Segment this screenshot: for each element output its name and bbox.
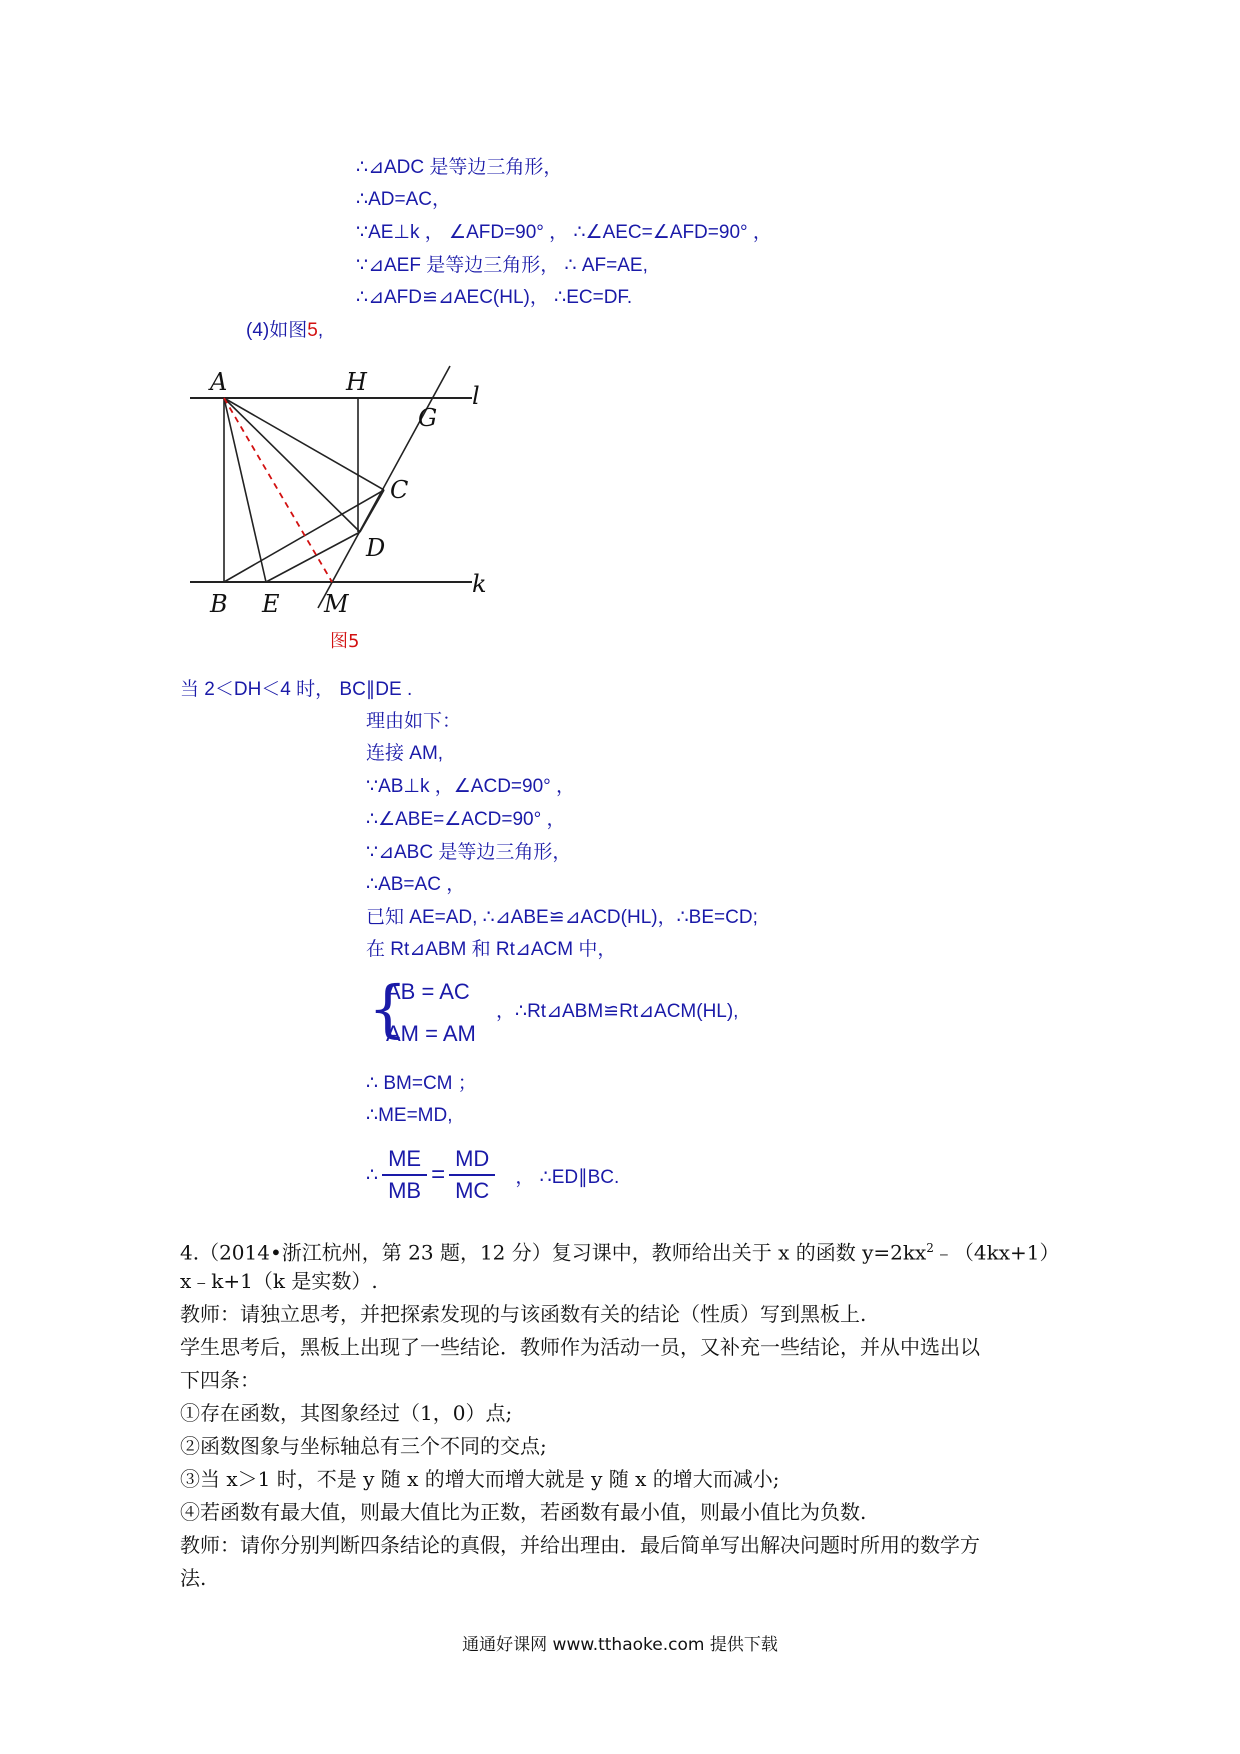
- condition-line: 当 2＜DH＜4 时， BC∥DE .: [180, 679, 413, 700]
- problem4-item-1: ①存在函数，其图象经过（1，0）点;: [180, 1401, 513, 1425]
- part4-heading: [246, 315, 323, 347]
- proof4-line-5: ∵⊿ABC 是等边三角形，: [366, 842, 572, 863]
- label-g: G: [418, 404, 438, 432]
- part4-prefix: (4)如图: [246, 320, 308, 341]
- label-k: k: [472, 570, 487, 598]
- label-b: B: [210, 590, 228, 618]
- problem4-line-1a: 4.（2014•浙江杭州，第 23 题，12 分）复习课中，教师给出关于 x 的函数 y=2kx: [180, 1240, 927, 1265]
- problem4-line-3: 教师：请独立思考，并把探索发现的与该函数有关的结论（性质）写到黑板上.: [180, 1302, 867, 1326]
- proof3-line-4: ∵⊿AEF 是等边三角形， ∴ AF=AE,: [356, 255, 648, 276]
- label-e: E: [262, 590, 280, 618]
- problem4-item-3: ③当 x＞1 时，不是 y 随 x 的增大而增大就是 y 随 x 的增大而减小;: [180, 1467, 780, 1491]
- proof4-line-1: 理由如下：: [366, 711, 462, 732]
- label-a: A: [210, 368, 228, 396]
- equation-system: [368, 972, 848, 1056]
- proof4-line-7: 已知 AE=AD, ∴⊿ABE≌⊿ACD(HL)，∴BE=CD;: [366, 907, 758, 928]
- problem4-line-1: [180, 1232, 1060, 1269]
- fraction-result: ， ∴ED∥BC.: [515, 1166, 620, 1188]
- page-footer: 通通好课网 www.tthaoke.com 提供下载: [462, 1635, 778, 1655]
- therefore-symbol: ∴: [366, 1164, 379, 1186]
- problem4-line-4: 学生思考后，黑板上出现了一些结论．教师作为活动一员，又补充一些结论，并从中选出以: [180, 1335, 980, 1359]
- proof3-line-3: ∵AE⊥k ， ∠AFD=90° ， ∴∠AEC=∠AFD=90° ，: [356, 222, 772, 243]
- equals-sign: =: [431, 1161, 446, 1188]
- system-eq-2: AM = AM: [386, 1021, 476, 1046]
- label-d: D: [366, 534, 386, 562]
- system-result: ，∴Rt⊿ABM≌Rt⊿ACM(HL),: [496, 1001, 739, 1022]
- label-h: H: [346, 368, 367, 396]
- proof4b-line-1: ∴ BM=CM ；: [366, 1073, 477, 1094]
- figure-5: [180, 360, 500, 630]
- label-l: l: [472, 382, 480, 410]
- fraction-1-numerator: ME: [388, 1146, 422, 1171]
- problem4-line-10: 教师：请你分别判断四条结论的真假，并给出理由．最后简单写出解决问题时所用的数学方: [180, 1533, 980, 1557]
- fraction-1-denominator: MB: [382, 1174, 427, 1206]
- proof3-line-2: ∴AD=AC，: [356, 189, 451, 210]
- fraction-me-mb: [382, 1144, 427, 1206]
- label-c: C: [390, 476, 409, 504]
- figure-caption-text: 图5: [330, 631, 360, 652]
- proof4-line-4: ∴∠ABE=∠ACD=90° ，: [366, 809, 566, 830]
- proof4b-line-2: ∴ME=MD,: [366, 1105, 453, 1126]
- proof3-line-5: ∴⊿AFD≌⊿AEC(HL)， ∴EC=DF.: [356, 287, 633, 308]
- problem4-line-11: 法.: [180, 1566, 207, 1590]
- segment-ae: [224, 398, 266, 582]
- fraction-2-denominator: MC: [449, 1174, 495, 1206]
- proof4-line-8: 在 Rt⊿ABM 和 Rt⊿ACM 中，: [366, 939, 617, 960]
- left-brace: {: [368, 972, 408, 1045]
- problem4-line-5: 下四条：: [180, 1368, 260, 1392]
- problem4-line-2: x﹣k+1（k 是实数）.: [180, 1269, 378, 1293]
- proof4-line-2: 连接 AM,: [366, 743, 444, 764]
- label-m: M: [324, 590, 349, 618]
- fraction-md-mc: [449, 1144, 495, 1206]
- proof4-line-6: ∴AB=AC ，: [366, 874, 466, 895]
- fraction-line: [366, 1144, 619, 1206]
- line-mg: [318, 366, 450, 608]
- problem4-item-2: ②函数图象与坐标轴总有三个不同的交点;: [180, 1434, 547, 1458]
- proof3-line-1: ∴⊿ADC 是等边三角形，: [356, 157, 563, 178]
- segment-am-dashed: [224, 398, 332, 582]
- fraction-2-numerator: MD: [455, 1146, 490, 1171]
- problem4-exponent: 2: [926, 1241, 934, 1255]
- part4-suffix: ,: [317, 320, 324, 341]
- problem4-line-1b: ﹣（4kx+1）: [933, 1240, 1060, 1265]
- problem4-item-4: ④若函数有最大值，则最大值比为正数，若函数有最小值，则最小值比为负数.: [180, 1500, 867, 1524]
- system-eq-1: AB = AC: [386, 979, 470, 1004]
- part4-figure-number: 5: [307, 320, 318, 341]
- proof4-line-3: ∵AB⊥k ，∠ACD=90° ，: [366, 776, 576, 797]
